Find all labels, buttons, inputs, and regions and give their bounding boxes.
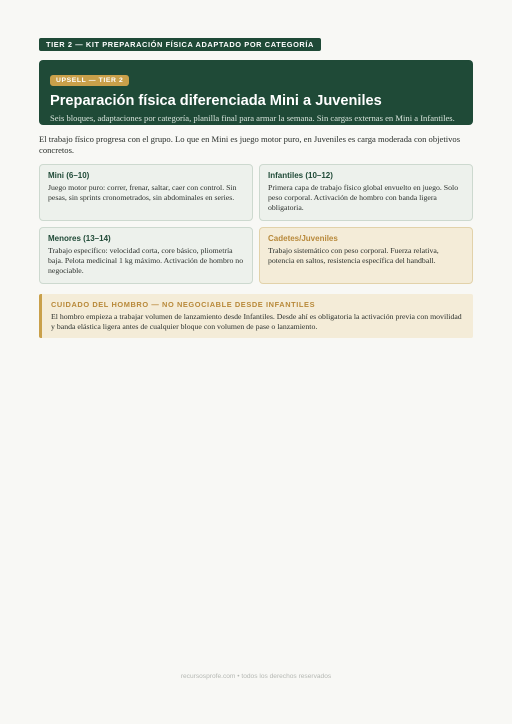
category-card-mini [39, 164, 253, 221]
hero-banner [39, 60, 473, 125]
upsell-badge: UPSELL — TIER 2 [50, 75, 129, 86]
callout-title: CUIDADO DEL HOMBRO — NO NEGOCIABLE DESDE INFANTILES [51, 300, 316, 309]
callout-body: El hombro empieza a trabajar volumen de lanzamiento desde Infantiles. Desde ahí es obligatoria la activación previa con movilidad y banda elástica ligera antes de cualquier bloque con volumen de pase o lanzamiento. [51, 312, 462, 332]
category-card-body: Juego motor puro: correr, frenar, saltar, caer con control. Sin pesas, sin sprints cronometrados, sin abdominales en series. [48, 183, 237, 203]
page-subtitle: Seis bloques, adaptaciones por categoría, planilla final para armar la semana. Sin cargas externas en Mini a Infantiles. [50, 113, 455, 123]
shoulder-care-callout [39, 294, 473, 338]
category-card-body: Trabajo sistemático con peso corporal. Fuerza relativa, potencia en saltos, resistencia específica del handball. [268, 246, 439, 266]
intro-paragraph: El trabajo físico progresa con el grupo. Lo que en Mini es juego motor puro, en Juveniles es carga moderada con objetivos concretos. [39, 134, 461, 155]
page [39, 34, 473, 338]
category-card-body: Trabajo específico: velocidad corta, core básico, pliometría baja. Pelota medicinal 1 kg máximo. Activación de hombro no negociable. [48, 246, 244, 276]
category-card-title: Cadetes/Juveniles [268, 234, 338, 243]
category-card-body: Primera capa de trabajo físico global envuelto en juego. Solo peso corporal. Activación de hombro con banda ligera obligatoria. [268, 183, 459, 213]
tier-label: TIER 2 — KIT PREPARACIÓN FÍSICA ADAPTADO POR CATEGORÍA [39, 38, 321, 51]
page-title: Preparación física diferenciada Mini a Juveniles [50, 93, 382, 109]
category-card-menores [39, 227, 253, 284]
footer-copyright: recursosprofe.com • todos los derechos reservados [180, 673, 332, 680]
category-grid [39, 164, 473, 284]
category-card-cadetes-juveniles [259, 227, 473, 284]
category-card-title: Infantiles (10–12) [268, 171, 333, 180]
category-card-title: Menores (13–14) [48, 234, 111, 243]
category-card-title: Mini (6–10) [48, 171, 90, 180]
category-card-infantiles [259, 164, 473, 221]
